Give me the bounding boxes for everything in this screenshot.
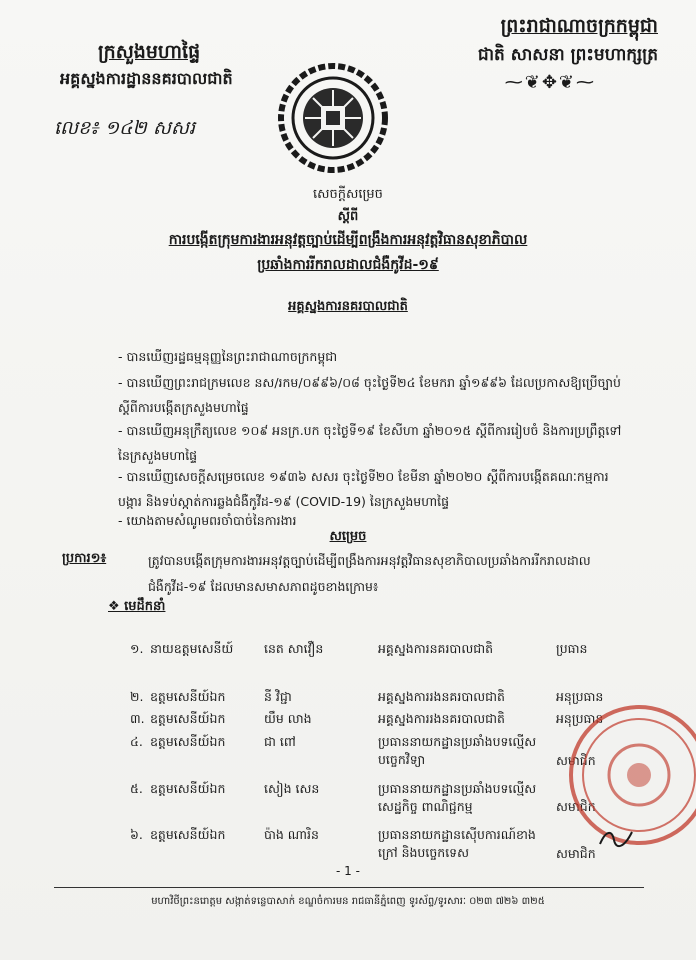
signature-mark-icon — [596, 826, 636, 850]
article-label: ប្រការ១៖ — [62, 551, 107, 566]
member-role: សមាជិក — [556, 753, 596, 768]
member-rank: ឧត្តមសេនីយ៍ឯក — [150, 689, 226, 704]
footer-address: មហាវិថីព្រះនរោត្តម សង្កាត់ទន្លេបាសាក់ ខណ្ឌចំការមន រាជធានីភ្នំពេញ ទូរស័ព្ទ/ទូរសារៈ ០២៣ ៧២៦ ៣២៥ — [151, 896, 545, 907]
member-role: អនុប្រធាន — [556, 689, 604, 704]
preamble-item: - បានឃើញព្រះរាជក្រមលេខ នស/រកម/០៩៩៦/០៨ ចុះថ្ងៃទី២៤ ខែមករា ឆ្នាំ១៩៩៦ ដែលប្រកាសឱ្យប្រើច្បាប់ ស្តីពីការបង្កើតក្រសួងមហាផ្ទៃ — [118, 375, 621, 415]
member-name: នេត សាវឿន — [264, 641, 324, 656]
member-unit: អគ្គស្នងការរងនគរបាលជាតិ — [378, 711, 505, 726]
member-number: ១. — [130, 641, 144, 656]
national-motto: ជាតិ សាសនា ព្រះមហាក្សត្រ — [477, 45, 658, 65]
member-name: នី វិជ្ជា — [264, 689, 292, 704]
member-number: ៤. — [130, 734, 143, 749]
member-role: សមាជិក — [556, 799, 596, 814]
member-number: ៥. — [130, 781, 143, 796]
member-unit: អគ្គស្នងការរងនគរបាលជាតិ — [378, 689, 505, 704]
member-number: ៣. — [130, 711, 145, 726]
member-role: អនុប្រធាន — [556, 711, 604, 726]
police-emblem-icon — [277, 62, 389, 174]
kingdom-heading: ព្រះរាជាណាចក្រកម្ពុជា — [500, 15, 658, 37]
article-text: ត្រូវបានបង្កើតក្រុមការងារអនុវត្តច្បាប់ដើម្បីពង្រឹងការអនុវត្តវិធានសុខាភិបាលប្រឆាំងការរីករាលដាលជំងឺកូវីដ-១៩ ដែលមានសមាសភាពដូចខាងក្រោម៖ — [148, 553, 591, 594]
member-rank: នាយឧត្តមសេនីយ៍ — [150, 641, 234, 656]
member-rank: ឧត្តមសេនីយ៍ឯក — [150, 734, 226, 749]
document-type: សេចក្តីសម្រេច — [313, 187, 383, 202]
preamble-item: - យោងតាមសំណូមពរចាំបាច់នៃការងារ — [118, 513, 297, 528]
leadership-heading: ❖ មេដឹកនាំ — [108, 599, 166, 614]
footer-divider — [54, 887, 644, 888]
document-subject-cont: ប្រឆាំងការរីករាលដាលជំងឺកូវីដ-១៩ — [257, 257, 439, 273]
page-number: - 1 - — [336, 864, 360, 878]
member-unit: ប្រធាននាយកដ្ឋានប្រឆាំងបទល្មើសសេដ្ឋកិច្ច ពាណិជ្ជកម្ម — [378, 781, 537, 814]
member-rank: ឧត្តមសេនីយ៍ឯក — [150, 827, 226, 842]
member-name: ជា ពៅ — [264, 734, 296, 749]
member-unit: ប្រធាននាយកដ្ឋានស៊ើបការណ៍ខាងក្រៅ និងបច្ចេកទេស — [378, 827, 536, 860]
member-unit: អគ្គស្នងការនគរបាលជាតិ — [378, 641, 494, 656]
member-role: ប្រធាន — [556, 641, 588, 656]
member-rank: ឧត្តមសេនីយ៍ឯក — [150, 711, 226, 726]
preamble-item: - បានឃើញរដ្ឋធម្មនុញ្ញនៃព្រះរាជាណាចក្រកម្ពុជា — [118, 349, 338, 364]
member-number: ២. — [130, 689, 144, 704]
member-name: ប៉ាង ណារិន — [264, 827, 319, 842]
preamble-item: - បានឃើញអនុក្រឹត្យលេខ ១០៩ អនក្រ.បក ចុះថ្ងៃទី១៩ ខែសីហា ឆ្នាំ២០១៥ ស្តីពីការរៀបចំ និងការប្រព្រឹត្តទៅនៃក្រសួងមហាផ្ទៃ — [118, 423, 622, 463]
about-label: ស្តីពី — [337, 209, 359, 224]
preamble-item: - បានឃើញសេចក្តីសម្រេចលេខ ១៩៣៦ សសរ ចុះថ្ងៃទី២០ ខែមីនា ឆ្នាំ២០២០ ស្តីពីការបង្កើតគណៈកម្មការបង្ការ និងទប់ស្កាត់ការឆ្លងជំងឺកូវីដ-១៩ (COVID-19) នៃក្រសួងមហាផ្ទៃ — [118, 469, 609, 509]
member-name: យឹម លាង — [264, 711, 312, 726]
decision-heading: សម្រេច — [329, 529, 367, 544]
issuing-authority: អគ្គស្នងការនគរបាលជាតិ — [288, 299, 408, 314]
member-unit: ប្រធាននាយកដ្ឋានប្រឆាំងបទល្មើសបច្ចេកវិទ្យា — [378, 734, 537, 767]
member-number: ៦. — [130, 827, 143, 842]
reference-number: លេខ៖ ១៤២ សសរ — [54, 117, 196, 139]
department-heading: អគ្គស្នងការដ្ឋាននគរបាលជាតិ — [60, 69, 233, 88]
document-subject: ការបង្កើតក្រុមការងារអនុវត្តច្បាប់ដើម្បីពង្រឹងការអនុវត្តវិធានសុខាភិបាល — [168, 232, 528, 248]
member-role: សមាជិក — [556, 846, 596, 861]
member-rank: ឧត្តមសេនីយ៍ឯក — [150, 781, 226, 796]
ministry-heading: ក្រសួងមហាផ្ទៃ — [98, 41, 201, 63]
decorative-flourish: ⁓❦✥❦⁓ — [504, 72, 596, 93]
member-name: សៀង សេន — [264, 781, 320, 796]
